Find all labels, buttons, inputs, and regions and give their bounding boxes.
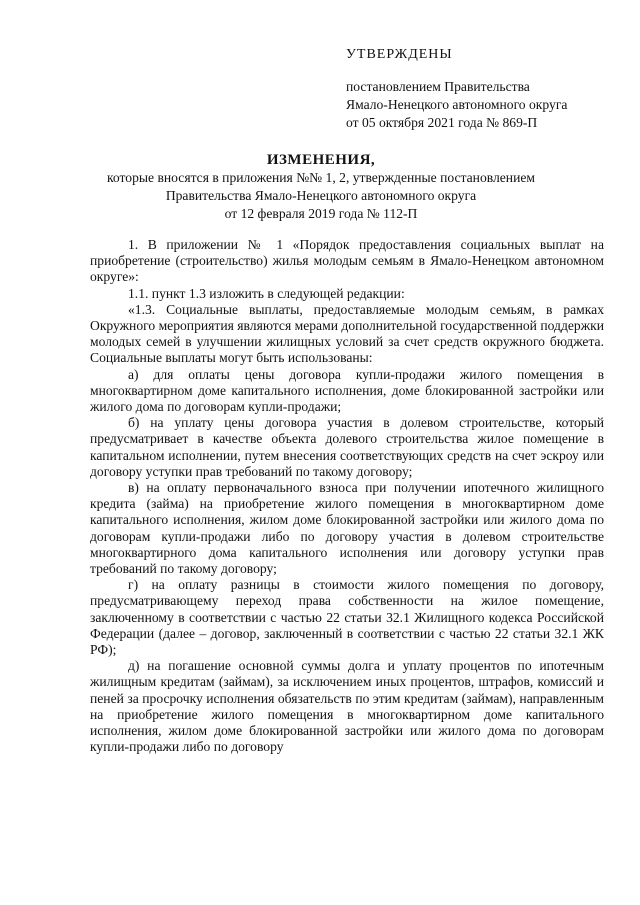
paragraph-clause-g: г) на оплату разницы в стоимости жилого помещения по договору, предусматривающему переход права собственности на жилое помещение, заключенному в соответствии с частью 22 статьи 32.1 Жилищного кодекса Российской Федерации (далее – договор, заключенный в соответствии с частью 22 статьи 32.1 ЖК РФ);: [90, 577, 604, 658]
approval-block: [346, 46, 616, 132]
paragraph-subitem-1-1: 1.1. пункт 1.3 изложить в следующей редакции:: [128, 285, 405, 301]
document-heading: [60, 151, 582, 223]
approval-stamp: УТВЕРЖДЕНЫ: [346, 47, 453, 62]
approval-line: Ямало-Ненецкого автономного округа: [346, 97, 568, 112]
paragraph-clause-1-3: «1.3. Социальные выплаты, предоставляемые молодым семьям, в рамках Окружного мероприятия являются мерами дополнительной государственной поддержки молодых семей в улучшении жилищных условий за счет средств окружного бюджета. Социальные выплаты могут быть использованы:: [90, 301, 604, 366]
approval-line: от 05 октября 2021 года № 869-П: [346, 115, 538, 130]
paragraph-item-1: 1. В приложении № 1 «Порядок предоставления социальных выплат на приобретение (строительство) жилья молодым семьям в Ямало-Ненецком автономном округе»:: [90, 237, 604, 285]
heading-line: от 12 февраля 2019 года № 112-П: [224, 206, 418, 221]
document-title: ИЗМЕНЕНИЯ,: [266, 152, 376, 168]
paragraph-clause-a: а) для оплаты цены договора купли-продажи жилого помещения в многоквартирном доме капитального исполнения, доме блокированной застройки или жилого дома по договорам купли-продажи;: [90, 366, 604, 415]
paragraph-clause-d: д) на погашение основной суммы долга и уплату процентов по ипотечным жилищным кредитам (займам), за исключением иных процентов, штрафов, комиссий и пеней за просрочку исполнения обязательств по этим кредитам (займам), направленным на приобретение жилого помещения в многоквартирном доме капитального исполнения, жилом доме блокированной застройки или жилого дома по договорам купли-продажи либо по договору: [90, 658, 604, 755]
document-body: [90, 237, 604, 756]
approval-line: постановлением Правительства: [346, 79, 530, 94]
heading-line: Правительства Ямало-Ненецкого автономного округа: [165, 188, 477, 203]
paragraph-clause-b: б) на уплату цены договора участия в долевом строительстве, который предусматривает в качестве объекта долевого строительства жилое помещение в капитальном исполнении, путем внесения соответствующих средств на счет эскроу или договору уступки прав требований по такому договору;: [90, 415, 604, 479]
heading-line: которые вносятся в приложения №№ 1, 2, утвержденные постановлением: [107, 170, 535, 185]
paragraph-clause-v: в) на оплату первоначального взноса при получении ипотечного жилищного кредита (займа) на приобретение жилого помещения в многоквартирном доме капитального исполнения, жилом доме блокированной застройки или жилого дома по договорам купли-продажи либо по договору участия в долевом строительстве многоквартирного дома капитального исполнения или договору уступки прав требований по такому договору;: [90, 480, 604, 577]
